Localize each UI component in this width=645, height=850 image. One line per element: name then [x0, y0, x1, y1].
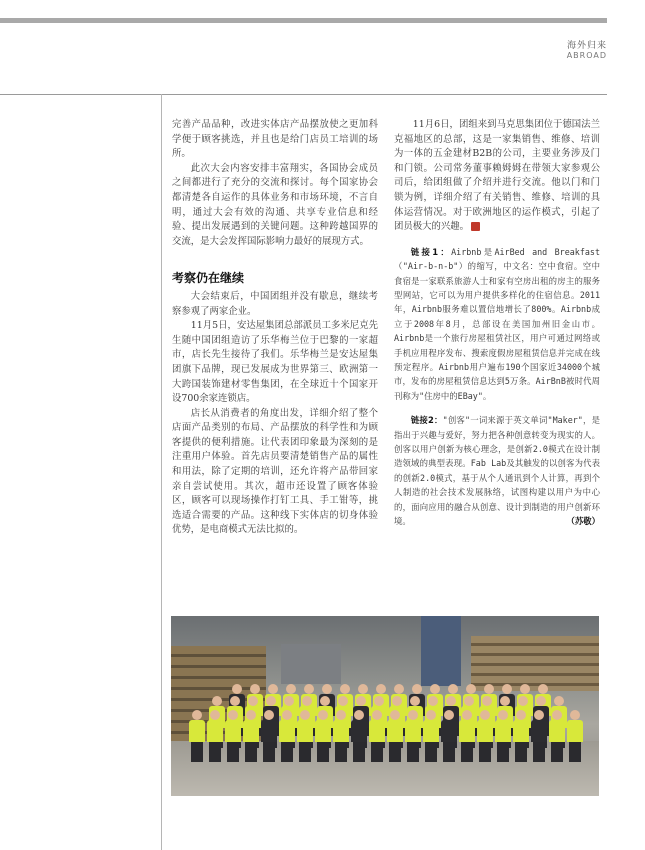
person-figure: [369, 710, 385, 762]
link-2-text: "创客"一词来源于英文单词"Maker"，是指出于兴趣与爱好，努力把各种创意转变为现实的人。创客以用户创新为核心理念，是创新2.0模式在设计制造领域的典型表现。Fab Lab及其触发的以创客为代表的创新2.0模式，基于从个人通讯到个人计算，再到个人制造的社会技术发展脉络，试图构建以用户为中心的，面向应用的融合从创意、设计到制造的用户创新环境。: [394, 415, 600, 527]
link-2-label: 链接2：: [410, 415, 443, 426]
author-credit: （苏敬）: [566, 516, 600, 527]
header-rule: [0, 94, 607, 95]
left-column: [172, 118, 378, 538]
person-figure: [315, 710, 331, 762]
margin-rule: [161, 94, 162, 850]
link-1-text: Airbnb是AirBed and Breakfast（"Air-b-n-b"）的缩写，中文名：空中食宿。空中食宿是一家联系旅游人士和家有空房出租的房主的服务型网站，它可以为用户提供多样化的住宿信息。2011年，Airbnb服务难以置信地增长了800%。Airbnb成立于2008年8月，总部设在美国加州旧金山市。Airbnb是一个旅行房屋租赁社区，用户可通过网络或手机应用程序发布、搜索度假房屋租赁信息并完成在线预定程序。Airbnb用户遍布190个国家近34000个城市，发布的房屋租赁信息达到5万条。AirBnB被时代周刊称为"住房中的EBay"。: [394, 246, 600, 401]
left-paragraph-5: 店长从消费者的角度出发，详细介绍了整个店面产品类别的布局、产品摆放的科学性和为顾客提供的便利措施。让代表团印象最为深刻的是注重用户体验。首先店员要清楚销售产品的属性和用法，除了定期的培训，还允许将产品带回家亲自尝试使用。其次，超市还设置了顾客体验区，顾客可以现场操作打钉工具、手工钳等，挑选适合需要的产品。这种线下实体店的切身体验优势，是电商模式无法比拟的。: [172, 407, 378, 536]
right-paragraph-1-text: 11月6日，团组来到马克思集团位于德国法兰克福地区的总部，这是一家集销售、维修、培训为一体的五金建材B2B的公司，主要业务涉及门和门锁。公司常务董事赖姆姆在带领大家参观公司后，给团组做了介绍并进行交流。他以门和门锁为例，详细介绍了有关销售、维修、培训的具体运营情况。对于欧洲地区的运作模式，引起了团员极大的兴趣。: [394, 119, 600, 233]
pallet-stack-right: [471, 636, 599, 691]
person-figure: [423, 710, 439, 762]
left-paragraph-1: 完善产品品种，改进实体店产品摆放使之更加科学便于顾客挑选，并且也是给门店员工培训的场所。: [172, 119, 378, 160]
section-title-cn: 海外归来: [566, 41, 607, 51]
end-mark-icon: [471, 222, 480, 231]
top-decorative-bar: [0, 18, 607, 23]
person-figure: [405, 710, 421, 762]
subheading: 考察仍在继续: [172, 271, 245, 286]
left-paragraph-3: 大会结束后，中国团组并没有歇息，继续考察参观了两家企业。: [172, 290, 378, 317]
person-figure: [567, 710, 583, 762]
person-figure: [207, 710, 223, 762]
person-figure: [279, 710, 295, 762]
person-figure: [549, 710, 565, 762]
section-title-en: ABROAD: [566, 51, 607, 60]
person-figure: [261, 710, 277, 762]
left-paragraph-4: 11月5日，安达屋集团总部派员工多米尼克先生随中国团组造访了乐华梅兰位于巴黎的一家超市，店长先生接待了我们。乐华梅兰是安达屋集团旗下品牌，现已发展成为世界第三、欧洲第一大跨国装饰建材零售集团，在全球近十个国家开设700余家连锁店。: [172, 320, 378, 405]
person-figure: [441, 710, 457, 762]
warehouse-machine: [421, 616, 461, 686]
link-note-2: [394, 413, 600, 528]
person-figure: [351, 710, 367, 762]
person-figure: [495, 710, 511, 762]
group-photo-image: [171, 616, 599, 796]
person-figure: [531, 710, 547, 762]
right-column: [394, 118, 600, 528]
group-of-people: [189, 684, 589, 764]
person-figure: [297, 710, 313, 762]
person-figure: [477, 710, 493, 762]
right-paragraph-1: [394, 118, 600, 235]
person-figure: [387, 710, 403, 762]
person-figure: [333, 710, 349, 762]
person-figure: [243, 710, 259, 762]
person-figure: [513, 710, 529, 762]
person-figure: [189, 710, 205, 762]
warehouse-rack: [281, 644, 341, 684]
link-note-1: [394, 245, 600, 403]
person-figure: [459, 710, 475, 762]
person-figure: [225, 710, 241, 762]
left-paragraph-2: 此次大会内容安排丰富翔实，各国协会成员之间都进行了充分的交流和探讨。每个国家协会都清楚各自运作的具体业务和市场环境，不言自明，通过大会有效的沟通、共享专业信息和经验、提出发展遇到的关键问题。这种跨越国界的交流，是大会发挥国际影响力最好的展现方式。: [172, 162, 378, 247]
link-1-label: 链接1：: [410, 246, 452, 257]
